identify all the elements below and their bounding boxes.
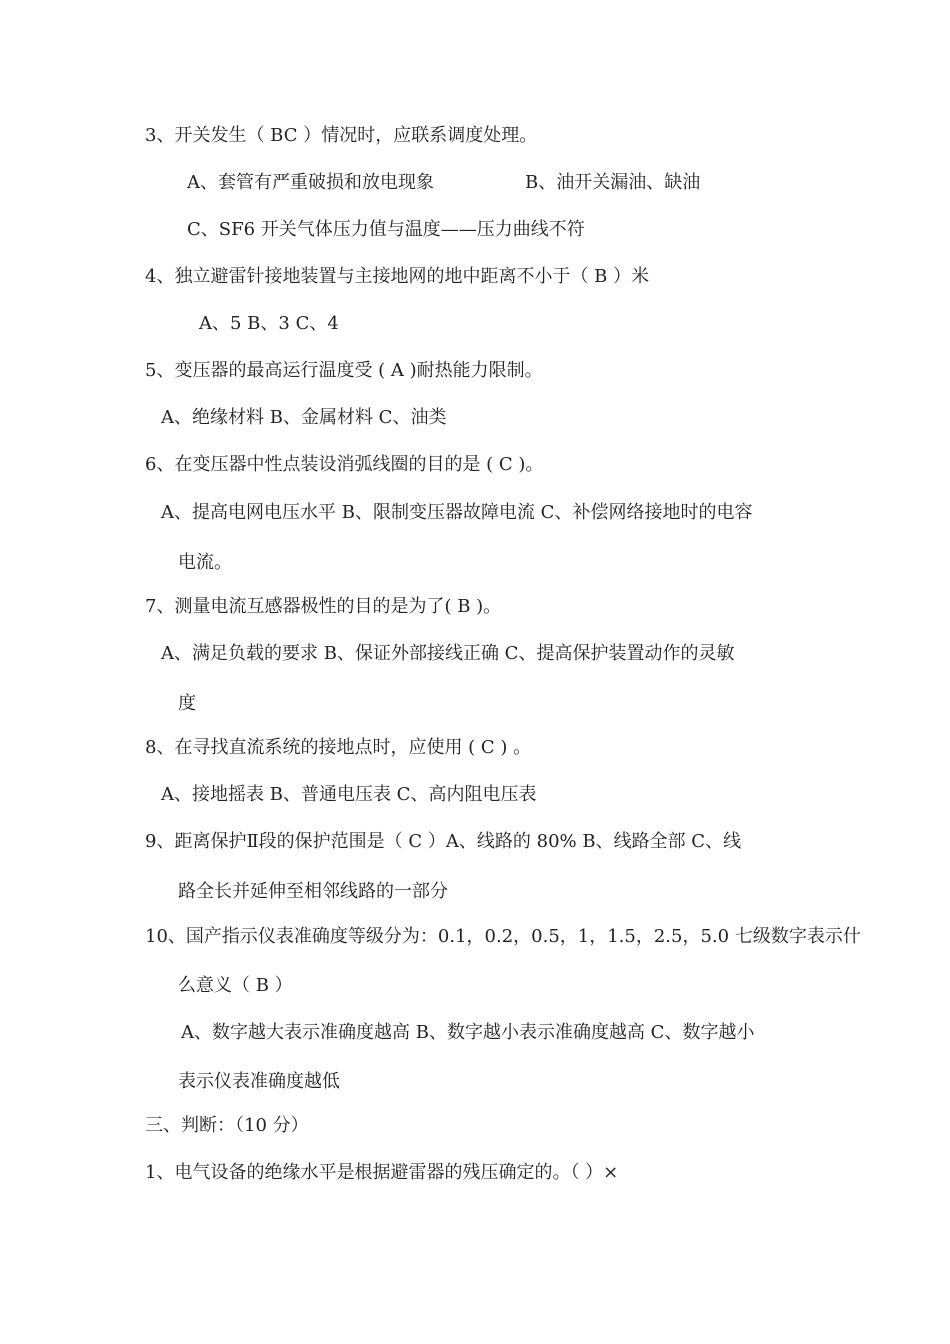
question-5-options: A、绝缘材料 B、金属材料 C、油类: [161, 407, 447, 428]
question-9-stem: 9、距离保护Ⅱ段的保护范围是（ C ）A、线路的 80% B、线路全部 C、线: [145, 831, 742, 852]
question-6-options: A、提高电网电压水平 B、限制变压器故障电流 C、补偿网络接地时的电容: [161, 502, 753, 523]
question-3-option-c: C、SF6 开关气体压力值与温度——压力曲线不符: [187, 219, 585, 240]
question-7-options-cont: 度: [178, 693, 196, 714]
question-9-cont: 路全长并延伸至相邻线路的一部分: [178, 881, 448, 902]
question-10-options-cont: 表示仪表准确度越低: [178, 1071, 340, 1092]
question-10-cont: 么意义（ B ）: [178, 975, 293, 996]
question-4-options: A、5 B、3 C、4: [199, 313, 339, 334]
question-7-stem: 7、测量电流互感器极性的目的是为了( B )。: [145, 596, 502, 617]
judgment-question-1: 1、电气设备的绝缘水平是根据避雷器的残压确定的。（ ）×: [145, 1162, 619, 1183]
question-8-options: A、接地摇表 B、普通电压表 C、高内阻电压表: [161, 784, 537, 805]
question-4-stem: 4、独立避雷针接地装置与主接地网的地中距离不小于（ B ）米: [145, 266, 650, 287]
question-8-stem: 8、在寻找直流系统的接地点时，应使用 ( C ) 。: [145, 737, 532, 758]
question-3-stem: 3、开关发生（ BC ）情况时，应联系调度处理。: [145, 125, 538, 146]
question-3-option-a: A、套管有严重破损和放电现象: [187, 172, 434, 193]
section-3-heading: 三、判断：（10 分）: [145, 1115, 309, 1136]
question-10-options: A、数字越大表示准确度越高 B、数字越小表示准确度越高 C、数字越小: [181, 1022, 755, 1043]
question-6-options-cont: 电流。: [178, 552, 232, 573]
question-10-stem: 10、国产指示仪表准确度等级分为：0.1，0.2，0.5，1，1.5，2.5，5.0 七级数字表示什: [145, 926, 861, 947]
question-5-stem: 5、变压器的最高运行温度受 ( A )耐热能力限制。: [145, 360, 543, 381]
question-7-options: A、满足负载的要求 B、保证外部接线正确 C、提高保护装置动作的灵敏: [161, 643, 735, 664]
question-3-option-b: B、油开关漏油、缺油: [525, 172, 701, 193]
question-6-stem: 6、在变压器中性点装设消弧线圈的目的是 ( C )。: [145, 454, 544, 475]
